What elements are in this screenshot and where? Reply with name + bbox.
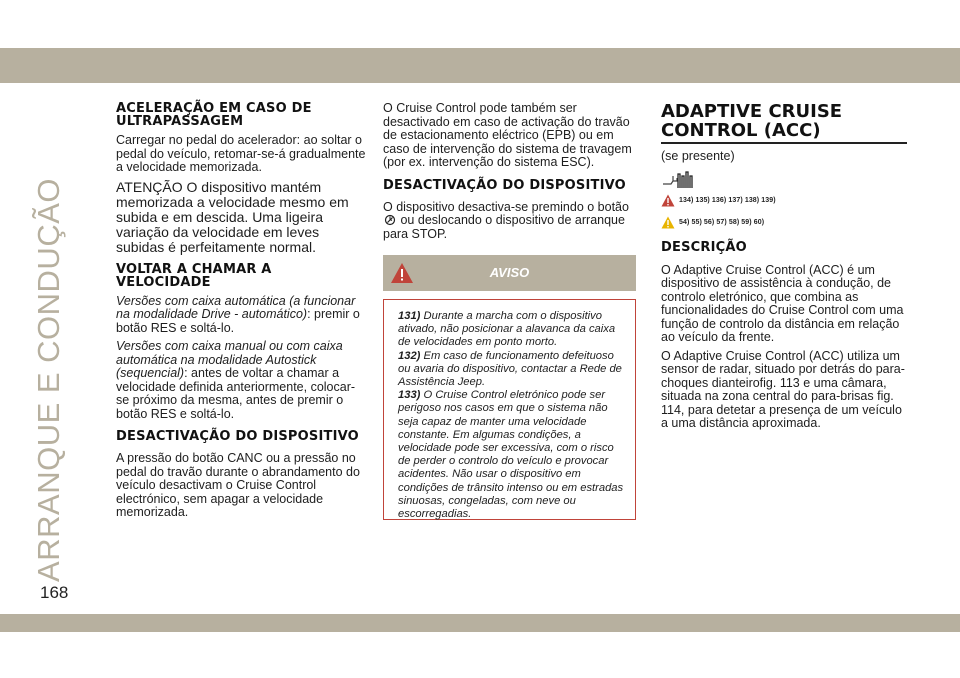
warning-text: Durante a marcha com o dispositivo ativado, não posicionar a alavanca da caixa de velocidades em ponto morto.: [398, 310, 616, 349]
paragraph-automatic: [116, 295, 366, 336]
column-middle: [383, 102, 636, 520]
title-rule: [661, 142, 907, 144]
warning-text: O Cruise Control eletrónico pode ser perigoso nos casos em que o sistema não seja capaz de manter uma velocidade constante. Em algumas condições, a velocidade pode ser excessiva, com o risco de perder o controlo do veículo e provocar acidentes. Não usar o dispositivo em condições de trânsito intenso ou em estradas sinuosas, congeladas, com neve ou escorregadias.: [398, 389, 624, 521]
automatic-label: Versões com caixa automática (a funcionar na modalidade Drive - automático): [116, 293, 356, 321]
paragraph-description-1: O Adaptive Cruise Control (ACC) é um dispositivo de assistência à condução, de controlo eletrónico, que combina as funcionalidades do Cruise Control com uma função de controlo da distância em relação ao veículo da frente.: [661, 262, 904, 344]
aviso-label: AVISO: [489, 265, 530, 280]
aviso-box: [383, 299, 636, 520]
acc-title-line2: CONTROL (ACC): [661, 120, 821, 141]
heading-description: DESCRIÇÃO: [661, 239, 747, 255]
heading-deactivation-2: DESACTIVAÇÃO DO DISPOSITIVO: [383, 177, 626, 193]
side-chapter-label: ARRANQUE E CONDUÇÃO: [31, 178, 66, 582]
header-band: [0, 48, 960, 83]
hand-pointer-icon: [661, 170, 695, 190]
warning-number: 132): [398, 349, 421, 362]
acc-title-line1: ADAPTIVE CRUISE: [661, 101, 843, 122]
side-chapter-title: [14, 102, 84, 582]
warning-number: 131): [398, 310, 421, 322]
warning-number: 133): [398, 389, 421, 402]
column-right: [661, 102, 911, 436]
warning-item: [398, 310, 627, 350]
page-number: 168: [40, 583, 69, 602]
manual-text: : antes de voltar a chamar a velocidade definida anteriormente, colocar-se próximo da mesma, antes de premir o botão RES e soltá-lo.: [116, 366, 356, 421]
column-left: [116, 102, 366, 525]
paragraph-overtaking: Carregar no pedal do acelerador: ao soltar o pedal do veículo, retomar-se-á gradualmente a velocidade memorizada.: [116, 133, 366, 174]
warning-item: [398, 350, 627, 390]
paragraph-description-2: O Adaptive Cruise Control (ACC) utiliza um sensor de radar, situado por detrás do para-choques dianteirofig. 113 e uma câmara, situada na zona central do para-brisas fig. 114, para detetar a presença de um veículo a uma distância aproximada.: [661, 348, 905, 430]
red-refs: 134) 135) 136) 137) 138) 139): [679, 196, 776, 204]
warning-item: [398, 389, 627, 521]
caution-triangle-icon: [661, 216, 675, 229]
aviso-header: [383, 255, 636, 291]
acc-subtitle: (se presente): [661, 149, 735, 163]
footer-band: [0, 614, 960, 632]
yellow-refs: 54) 55) 56) 57) 58) 59) 60): [679, 218, 765, 226]
deactivation-text-a: O dispositivo desactiva-se premindo o botão: [383, 199, 629, 214]
manual-label: Versões com caixa manual ou com caixa automática na modalidade Autostick (sequencial): [116, 339, 343, 380]
hand-icon-row: [661, 170, 911, 190]
red-refs-row: [661, 194, 911, 207]
warning-triangle-icon: [661, 194, 675, 207]
heading-deactivation: DESACTIVAÇÃO DO DISPOSITIVO: [116, 429, 359, 444]
paragraph-deactivation-2: [383, 201, 636, 242]
automatic-text: : premir o botão RES e soltá-lo.: [116, 307, 360, 335]
paragraph-epb: O Cruise Control pode também ser desactivado em caso de activação do travão de estacionamento eléctrico (EPB) ou em caso de intervenção do sistema de travagem (por ex. intervenção do sistema ESC).: [383, 101, 632, 169]
paragraph-manual: [116, 340, 366, 421]
paragraph-attention: ATENÇÃO O dispositivo mantém memorizada a velocidade mesmo em subida e em descida. Uma ligeira variação da velocidade em leves subidas é perfeitamente normal.: [116, 178, 349, 255]
warning-text: Em caso de funcionamento defeituoso ou avaria do dispositivo, contactar a Rede de Assistência Jeep.: [398, 349, 622, 389]
deactivation-text-b: ou deslocando o dispositivo de arranque para STOP.: [383, 213, 625, 241]
heading-recall-speed: VOLTAR A CHAMAR A VELOCIDADE: [116, 261, 272, 290]
yellow-refs-row: [661, 216, 911, 229]
heading-overtaking: ACELERAÇÃO EM CASO DE ULTRAPASSAGEM: [116, 101, 312, 129]
cruise-cancel-icon: [383, 214, 397, 226]
paragraph-deactivation: A pressão do botão CANC ou a pressão no pedal do travão durante o abrandamento do veículo desactivam o Cruise Control electrónico, sem apagar a velocidade memorizada.: [116, 451, 360, 519]
